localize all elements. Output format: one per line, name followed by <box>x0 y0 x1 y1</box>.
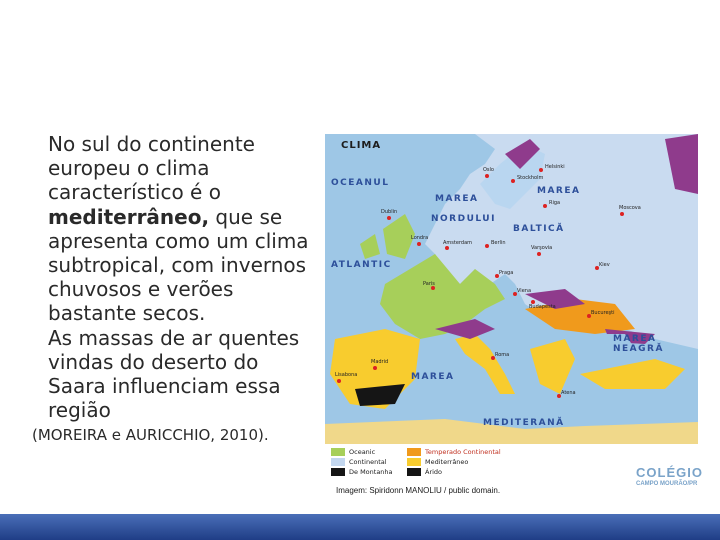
legend-swatch-mediterranean <box>407 458 421 466</box>
city-moscova: Moscova <box>619 205 641 211</box>
city-dot <box>539 168 543 172</box>
city-helsinki: Helsinki <box>545 164 565 170</box>
city-dot <box>485 174 489 178</box>
label-oceanul: OCEANUL <box>331 178 390 188</box>
city-madrid: Madrid <box>371 359 389 365</box>
city-dot <box>373 366 377 370</box>
city-dot <box>485 244 489 248</box>
logo-subtitle: CAMPO MOURÃO/PR <box>636 481 698 487</box>
legend-swatch-mountain <box>331 468 345 476</box>
label-atlantic: ATLANTIC <box>331 260 392 270</box>
city-kiev: Kiev <box>599 262 610 268</box>
term-mediterraneo: mediterrâneo, <box>48 204 210 229</box>
city-dot <box>543 204 547 208</box>
paragraph-1 <box>32 132 317 326</box>
bottom-bar <box>0 514 720 540</box>
city-budapesta: Budapesta <box>529 304 556 310</box>
logo-name: COLÉGIO <box>636 465 703 480</box>
city-atena: Atena <box>561 390 576 396</box>
map-title: CLIMA <box>341 140 382 151</box>
legend-label-temperate-continental: Temperado Continental <box>425 448 501 456</box>
city-dot <box>417 242 421 246</box>
legend-label-mediterranean: Mediterrâneo <box>425 458 469 466</box>
legend-label-arid: Árido <box>425 468 443 476</box>
image-credit: Imagem: Spiridonn MANOLIU / public domain. <box>336 486 501 495</box>
citation: (MOREIRA e AURICCHIO, 2010). <box>32 426 269 445</box>
label-marea-med-1: MAREA <box>411 372 455 382</box>
city-berlin: Berlin <box>491 240 506 246</box>
paragraph-2-text: As massas de ar quentes vindas do deserto do Saara influenciam essa região <box>48 325 300 423</box>
city-riga: Riga <box>549 200 561 206</box>
paragraph-2 <box>32 326 317 423</box>
city-dot <box>620 212 624 216</box>
label-marea-nordului-2: NORDULUI <box>431 214 496 224</box>
legend-swatch-arid <box>407 468 421 476</box>
city-viena: Viena <box>517 288 532 294</box>
legend-label-mountain: De Montanha <box>349 468 393 476</box>
body-text <box>32 132 317 446</box>
label-marea-med-2: MEDITERANĂ <box>483 418 565 428</box>
city-dot <box>387 216 391 220</box>
city-bucuresti: Bucureşti <box>591 310 615 316</box>
city-londra: Londra <box>411 235 429 241</box>
city-amsterdam: Amsterdam <box>443 240 473 246</box>
label-marea-baltica-2: BALTICĂ <box>513 224 565 234</box>
legend-label-oceanic: Oceanic <box>349 448 376 456</box>
city-lisabona: Lisabona <box>335 372 358 378</box>
legend-swatch-oceanic <box>331 448 345 456</box>
city-praga: Praga <box>499 270 514 276</box>
city-dot <box>537 252 541 256</box>
legend-swatch-temperate-continental <box>407 448 421 456</box>
label-marea-nordului-1: MAREA <box>435 194 479 204</box>
label-marea-baltica-1: MAREA <box>537 186 581 196</box>
city-dot <box>445 246 449 250</box>
europe-climate-map <box>325 134 703 480</box>
legend-label-continental: Continental <box>349 458 387 466</box>
legend-swatch-continental <box>331 458 345 466</box>
school-logo <box>636 465 703 498</box>
city-paris: Paris <box>423 281 435 287</box>
city-oslo: Oslo <box>483 167 494 173</box>
city-varsovia: Varşovia <box>531 245 553 251</box>
paragraph-1-end: que se apresenta como um clima subtropical, com invernos chuvosos e verões bastante secos. <box>48 204 309 326</box>
label-marea-neagra: MAREA NEAGRĂ <box>613 334 664 354</box>
city-roma: Roma <box>495 352 510 358</box>
city-dublin: Dublin <box>381 209 398 215</box>
city-dot <box>337 379 341 383</box>
paragraph-1-start: No sul do continente europeu o clima característico é o <box>48 132 255 205</box>
city-stockholm: Stockholm <box>517 175 544 181</box>
city-dot <box>511 179 515 183</box>
